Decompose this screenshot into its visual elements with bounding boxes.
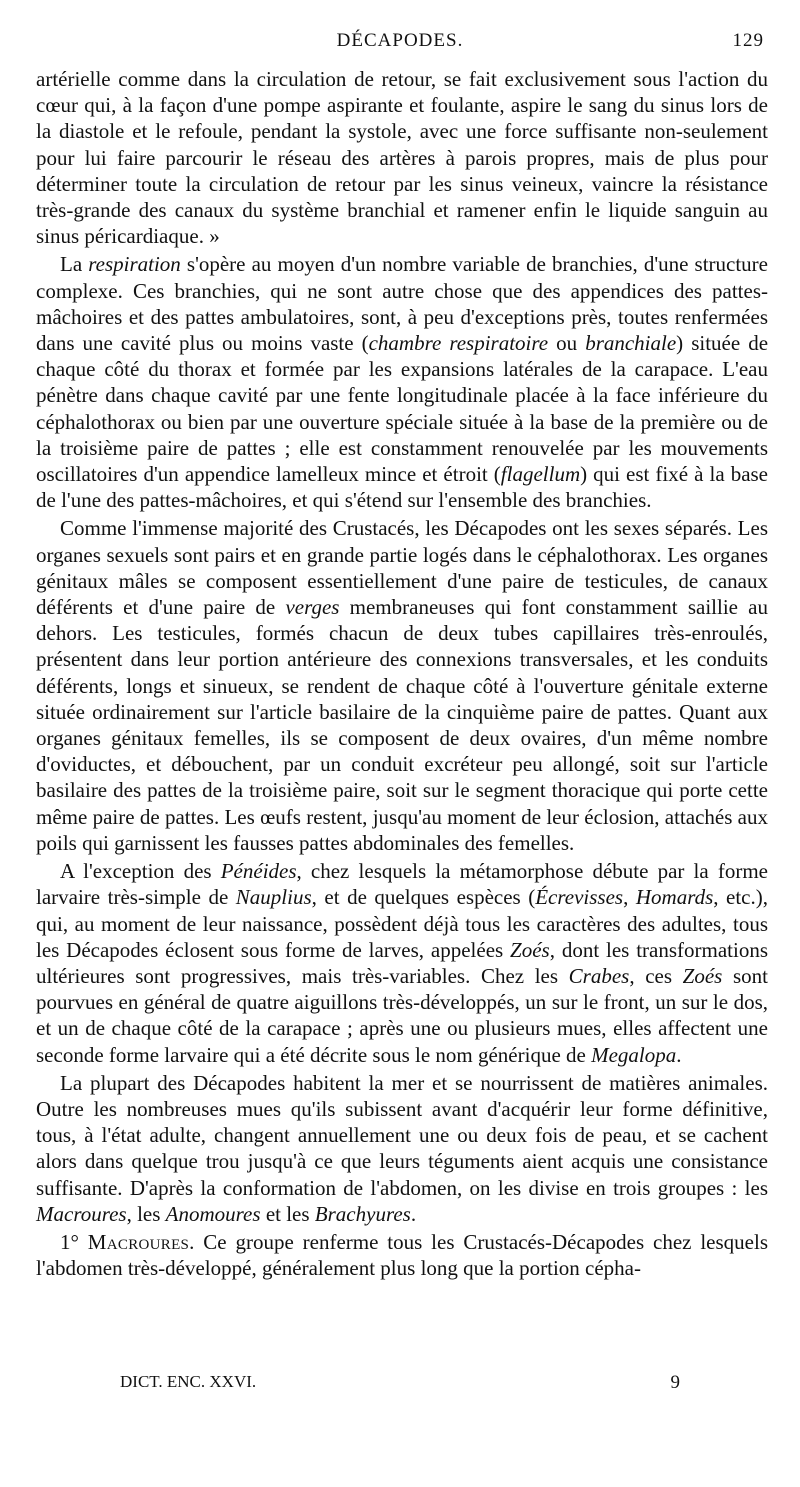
- italic-term: Macroures: [36, 1201, 127, 1226]
- text-run: , dont les transformations ultérieures sont progressives, mais très-variables. Chez les: [36, 937, 768, 988]
- printer-signature: DICT. ENC. XXVI.: [120, 1372, 257, 1391]
- text-run: Comme l'immense majorité des Crustacés, les Décapodes ont les sexes séparés. Les organes sexuels sont pairs et en grande partie logés dans le céphalothorax. Les organes génitaux mâles se composent essentiellement d'une paire de testicules, de canaux déférents et d'une paire de: [36, 516, 768, 620]
- paragraph: [36, 1070, 768, 1227]
- text-run: , et de quelques espèces (: [311, 885, 536, 910]
- italic-term: Homards: [635, 885, 714, 910]
- gathering-number: 9: [670, 1372, 680, 1393]
- body-text: [36, 66, 768, 1281]
- text-run: , chez lesquels la métamorphose débute par la forme larvaire très-simple de: [36, 859, 768, 910]
- italic-term: Pénéides: [220, 859, 297, 884]
- italic-term: respiration: [88, 252, 181, 277]
- text-run: La plupart des Décapodes habitent la mer et se nourrissent de matières animales. Outre les nombreuses mues qu'ils subissent avant d'acquérir leur forme définitive, tous, à l'état adulte, changent annuellement une ou deux fois de peau, et se cachent alors dans quelque trou jusqu'à ce que leurs téguments aient acquis une consistance suffisante. D'après la conformation de l'abdomen, on les divise en trois groupes : les: [36, 1070, 768, 1200]
- italic-term: Brachyures: [314, 1201, 411, 1226]
- text-run: , ces: [629, 963, 683, 988]
- paragraph: [36, 858, 768, 1068]
- running-header: [36, 30, 764, 60]
- text-run: , etc.), qui, au moment de leur naissance, possèdent déjà tous les caractères des adultes, tous les Décapodes éclosent sous forme de larves, appelées: [36, 885, 768, 962]
- text-run: ,: [623, 885, 636, 910]
- text-run: 1°: [60, 1229, 88, 1254]
- text-run: et les: [260, 1201, 315, 1226]
- text-run: ) située de chaque côté du thorax et formée par les expansions latérales de la carapace. L'eau pénètre dans chaque cavité par une fente longitudinale placée à la face inférieure du céphalothorax ou bien par une ouverture spéciale située à la base de la première ou de la troisième paire de pattes ; elle est constamment renouvelée par les mouvements oscillatoires d'un appendice lamelleux mince et étroit (: [36, 331, 769, 487]
- text-run: .: [410, 1201, 417, 1226]
- text-run: La: [60, 252, 89, 277]
- paragraph: [36, 251, 768, 513]
- text-run: ou: [548, 331, 586, 356]
- paragraph: [36, 515, 768, 856]
- text-run: sont pourvues en général de quatre aiguillons très-développés, un sur le front, un sur le dos, et un de chaque côté de la carapace ; après une ou plusieurs mues, elles affectent une seconde forme larvaire qui a été décrite sous le nom générique de: [36, 963, 768, 1067]
- italic-term: Écrevisses: [535, 885, 624, 910]
- paragraph: [36, 1229, 768, 1281]
- italic-term: Anomoures: [165, 1201, 261, 1226]
- paragraph: [36, 66, 768, 249]
- italic-term: verges: [285, 595, 340, 620]
- text-run: artérielle comme dans la circulation de retour, se fait exclusivement sous l'action du cœur qui, à la façon d'une pompe aspirante et foulante, aspire le sang du sinus lors de la diastole et le refoule, pendant la systole, avec une force suffisante non-seulement pour lui faire parcourir le réseau des artères à parois propres, mais de plus pour déterminer toute la circulation de retour par les sinus veineux, vaincre la résistance très-grande des canaux du système branchial et ramener enfin le liquide sanguin au sinus péricardiaque. »: [36, 67, 768, 249]
- italic-term: chambre respiratoire: [368, 331, 549, 356]
- text-run: , les: [126, 1201, 166, 1226]
- italic-term: Nauplius: [235, 885, 312, 910]
- italic-term: Zoés: [510, 937, 550, 962]
- text-run: . Ce groupe renferme tous les Crustacés-Décapodes chez lesquels l'abdomen très-développé, généralement plus long que la portion cépha-: [36, 1229, 768, 1281]
- section-heading: Macroures: [87, 1229, 190, 1254]
- page-number: 129: [732, 30, 764, 51]
- page-footer: [120, 1372, 680, 1402]
- italic-term: Crabes: [568, 963, 630, 988]
- italic-term: Megalopa: [591, 1042, 677, 1067]
- italic-term: Zoés: [682, 963, 723, 988]
- text-run: .: [676, 1042, 682, 1067]
- italic-term: flagellum: [500, 462, 581, 487]
- text-run: A l'exception des: [60, 859, 221, 884]
- italic-term: branchiale: [585, 331, 677, 356]
- text-run: membraneuses qui font constamment saillie au dehors. Les testicules, formés chacun de deux tubes capillaires très-enroulés, présentent dans leur portion antérieure des connexions transversales, et les conduits déférents, longs et sinueux, se rendent de chaque côté à l'ouverture génitale externe située ordinairement sur l'article basilaire de la cinquième paire de pattes. Quant aux organes génitaux femelles, ils se composent de deux ovaires, d'un même nombre d'oviductes, et débouchent, par un conduit excréteur peu allongé, soit sur l'article basilaire des pattes de la troisième paire, soit sur le segment thoracique qui porte cette même paire de pattes. Les œufs restent, jusqu'au moment de leur éclosion, attachés aux poils qui garnissent les fausses pattes abdominales des femelles.: [36, 595, 768, 855]
- text-run: ) qui est fixé à la base de l'une des pattes-mâchoires, et qui s'étend sur l'ensemble des branchies.: [36, 462, 769, 513]
- text-run: s'opère au moyen d'un nombre variable de branchies, d'une structure complexe. Ces branchies, qui ne sont autre chose que des appendices des pattes-mâchoires et des pattes ambulatoires, sont, à peu d'exceptions près, toutes renfermées dans une cavité plus ou moins vaste (: [36, 252, 768, 356]
- running-title: DÉCAPODES.: [336, 30, 464, 51]
